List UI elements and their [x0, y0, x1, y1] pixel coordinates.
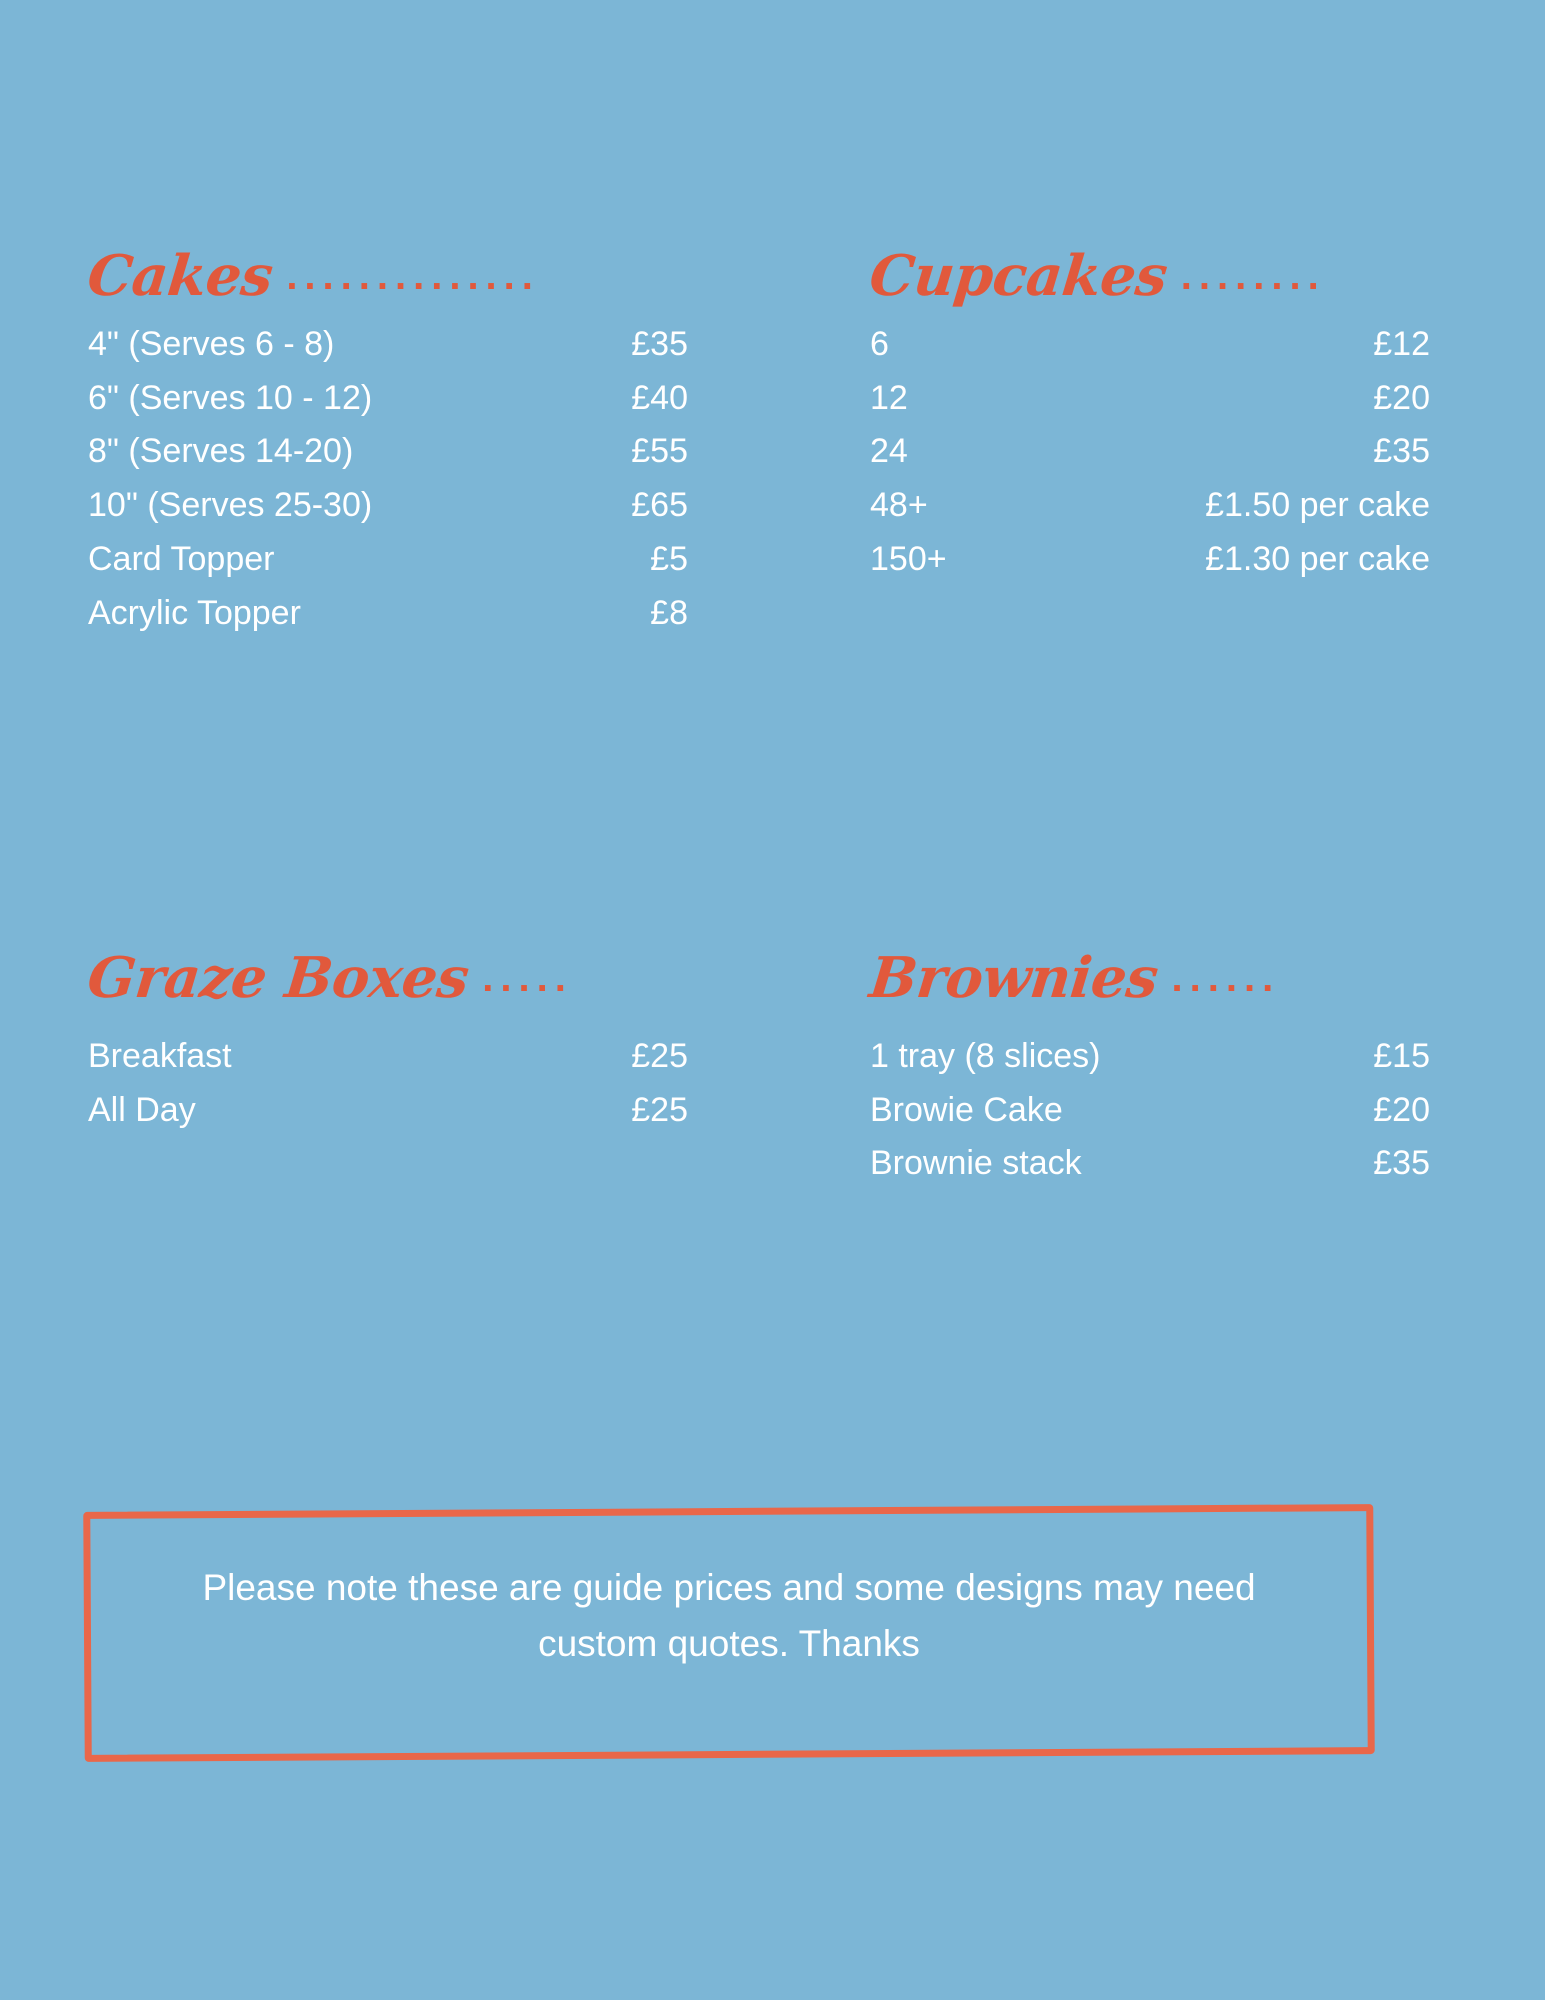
item-price: £20 — [1373, 1090, 1430, 1129]
item-label: 12 — [870, 378, 908, 417]
section-cakes-items — [88, 318, 688, 640]
section-brownies-header — [866, 945, 1430, 1011]
section-cupcakes — [866, 243, 1430, 587]
item-price: £35 — [1373, 1144, 1430, 1183]
section-cakes-header — [84, 243, 688, 309]
item-label: 24 — [870, 432, 908, 471]
item-label: 1 tray (8 slices) — [870, 1037, 1101, 1075]
section-cupcakes-dots: ........ — [1180, 254, 1326, 298]
list-item — [88, 425, 688, 479]
section-graze-boxes-items — [88, 1030, 688, 1137]
item-price: £20 — [1373, 378, 1430, 417]
list-item — [88, 533, 688, 587]
list-item — [870, 372, 1430, 426]
section-graze-boxes-header — [84, 945, 688, 1011]
item-price: £35 — [631, 325, 688, 363]
section-cakes-dots: .............. — [286, 254, 540, 298]
item-price: £5 — [650, 539, 688, 578]
list-item — [88, 479, 688, 533]
item-price: £40 — [631, 378, 688, 417]
item-price: £1.30 per cake — [1205, 539, 1430, 578]
item-price: £1.50 per cake — [1205, 486, 1430, 525]
item-price: £25 — [631, 1090, 688, 1129]
item-price: £15 — [1373, 1037, 1430, 1075]
section-brownies-items — [870, 1030, 1430, 1191]
list-item — [870, 318, 1430, 372]
list-item — [870, 533, 1430, 587]
item-label: Browie Cake — [870, 1090, 1063, 1129]
section-cakes — [84, 243, 688, 640]
section-brownies-dots: ...... — [1171, 956, 1281, 1000]
section-cupcakes-title: Cupcakes — [866, 243, 1171, 309]
item-label: 4" (Serves 6 - 8) — [88, 325, 335, 363]
list-item — [88, 372, 688, 426]
list-item — [88, 1084, 688, 1138]
list-item — [870, 425, 1430, 479]
note-text: Please note these are guide prices and some designs may need custom quotes. Thanks — [202, 1567, 1256, 1664]
section-brownies-title: Brownies — [866, 945, 1162, 1011]
item-label: Card Topper — [88, 539, 275, 578]
list-item — [870, 1030, 1430, 1084]
item-price: £8 — [650, 593, 688, 632]
list-item — [870, 1084, 1430, 1138]
section-cupcakes-header — [866, 243, 1430, 309]
item-label: 6" (Serves 10 - 12) — [88, 378, 373, 417]
item-price: £65 — [631, 486, 688, 525]
item-label: All Day — [88, 1090, 196, 1129]
section-cupcakes-items — [870, 318, 1430, 587]
section-graze-boxes-dots: ..... — [482, 956, 573, 1000]
section-graze-boxes — [84, 945, 688, 1137]
list-item — [88, 1030, 688, 1084]
section-brownies — [866, 945, 1430, 1191]
item-label: 6 — [870, 325, 889, 363]
list-item — [88, 587, 688, 641]
item-price: £55 — [631, 432, 688, 471]
section-graze-boxes-title: Graze Boxes — [84, 945, 472, 1011]
item-price: £12 — [1373, 325, 1430, 363]
item-label: 8" (Serves 14-20) — [88, 432, 354, 471]
item-label: Breakfast — [88, 1037, 232, 1075]
item-label: 10" (Serves 25-30) — [88, 486, 373, 525]
item-price: £35 — [1373, 432, 1430, 471]
item-label: 48+ — [870, 486, 928, 525]
item-label: 150+ — [870, 539, 947, 578]
item-price: £25 — [631, 1037, 688, 1075]
item-label: Brownie stack — [870, 1144, 1082, 1183]
list-item — [88, 318, 688, 372]
item-label: Acrylic Topper — [88, 593, 301, 632]
list-item — [870, 1137, 1430, 1191]
section-cakes-title: Cakes — [84, 243, 276, 309]
list-item — [870, 479, 1430, 533]
